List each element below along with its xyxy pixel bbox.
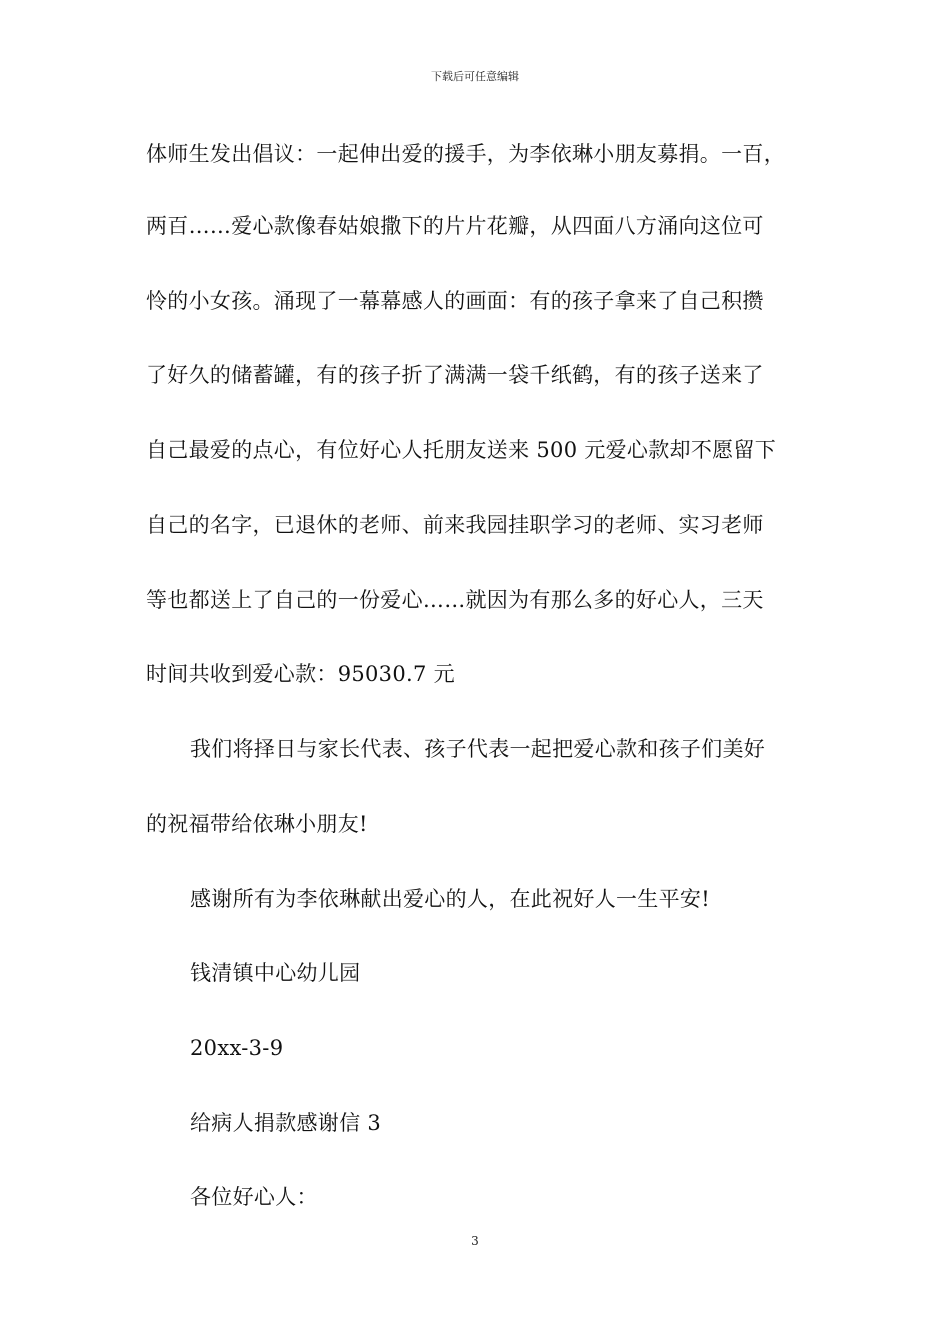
section-title: 给病人捐款感谢信 3 [190,1111,382,1135]
body-line-4: 了好久的储蓄罐，有的孩子折了满满一袋千纸鹤，有的孩子送来了 [146,363,764,387]
body-line-9: 我们将择日与家长代表、孩子代表一起把爱心款和孩子们美好 [190,737,766,761]
page-header: 下载后可任意编辑 [431,70,519,83]
body-line-5: 自己最爱的点心，有位好心人托朋友送来 500 元爱心款却不愿留下 [146,438,777,462]
signature-date: 20xx-3-9 [190,1036,284,1060]
salutation: 各位好心人： [190,1185,318,1209]
page-number: 3 [471,1234,479,1248]
signature-org: 钱清镇中心幼儿园 [190,961,361,985]
body-line-8: 时间共收到爱心款：95030.7 元 [146,662,455,686]
body-line-2: 两百……爱心款像春姑娘撒下的片片花瓣，从四面八方涌向这位可 [146,214,764,238]
body-line-3: 怜的小女孩。涌现了一幕幕感人的画面：有的孩子拿来了自己积攒 [146,289,764,313]
body-line-1: 体师生发出倡议：一起伸出爱的援手，为李依琳小朋友募捐。一百， [146,142,785,166]
body-line-11: 感谢所有为李依琳献出爱心的人，在此祝好人一生平安! [190,887,710,911]
body-line-6: 自己的名字，已退休的老师、前来我园挂职学习的老师、实习老师 [146,513,764,537]
body-line-7: 等也都送上了自己的一份爱心……就因为有那么多的好心人，三天 [146,588,764,612]
body-line-10: 的祝福带给依琳小朋友! [146,812,368,836]
